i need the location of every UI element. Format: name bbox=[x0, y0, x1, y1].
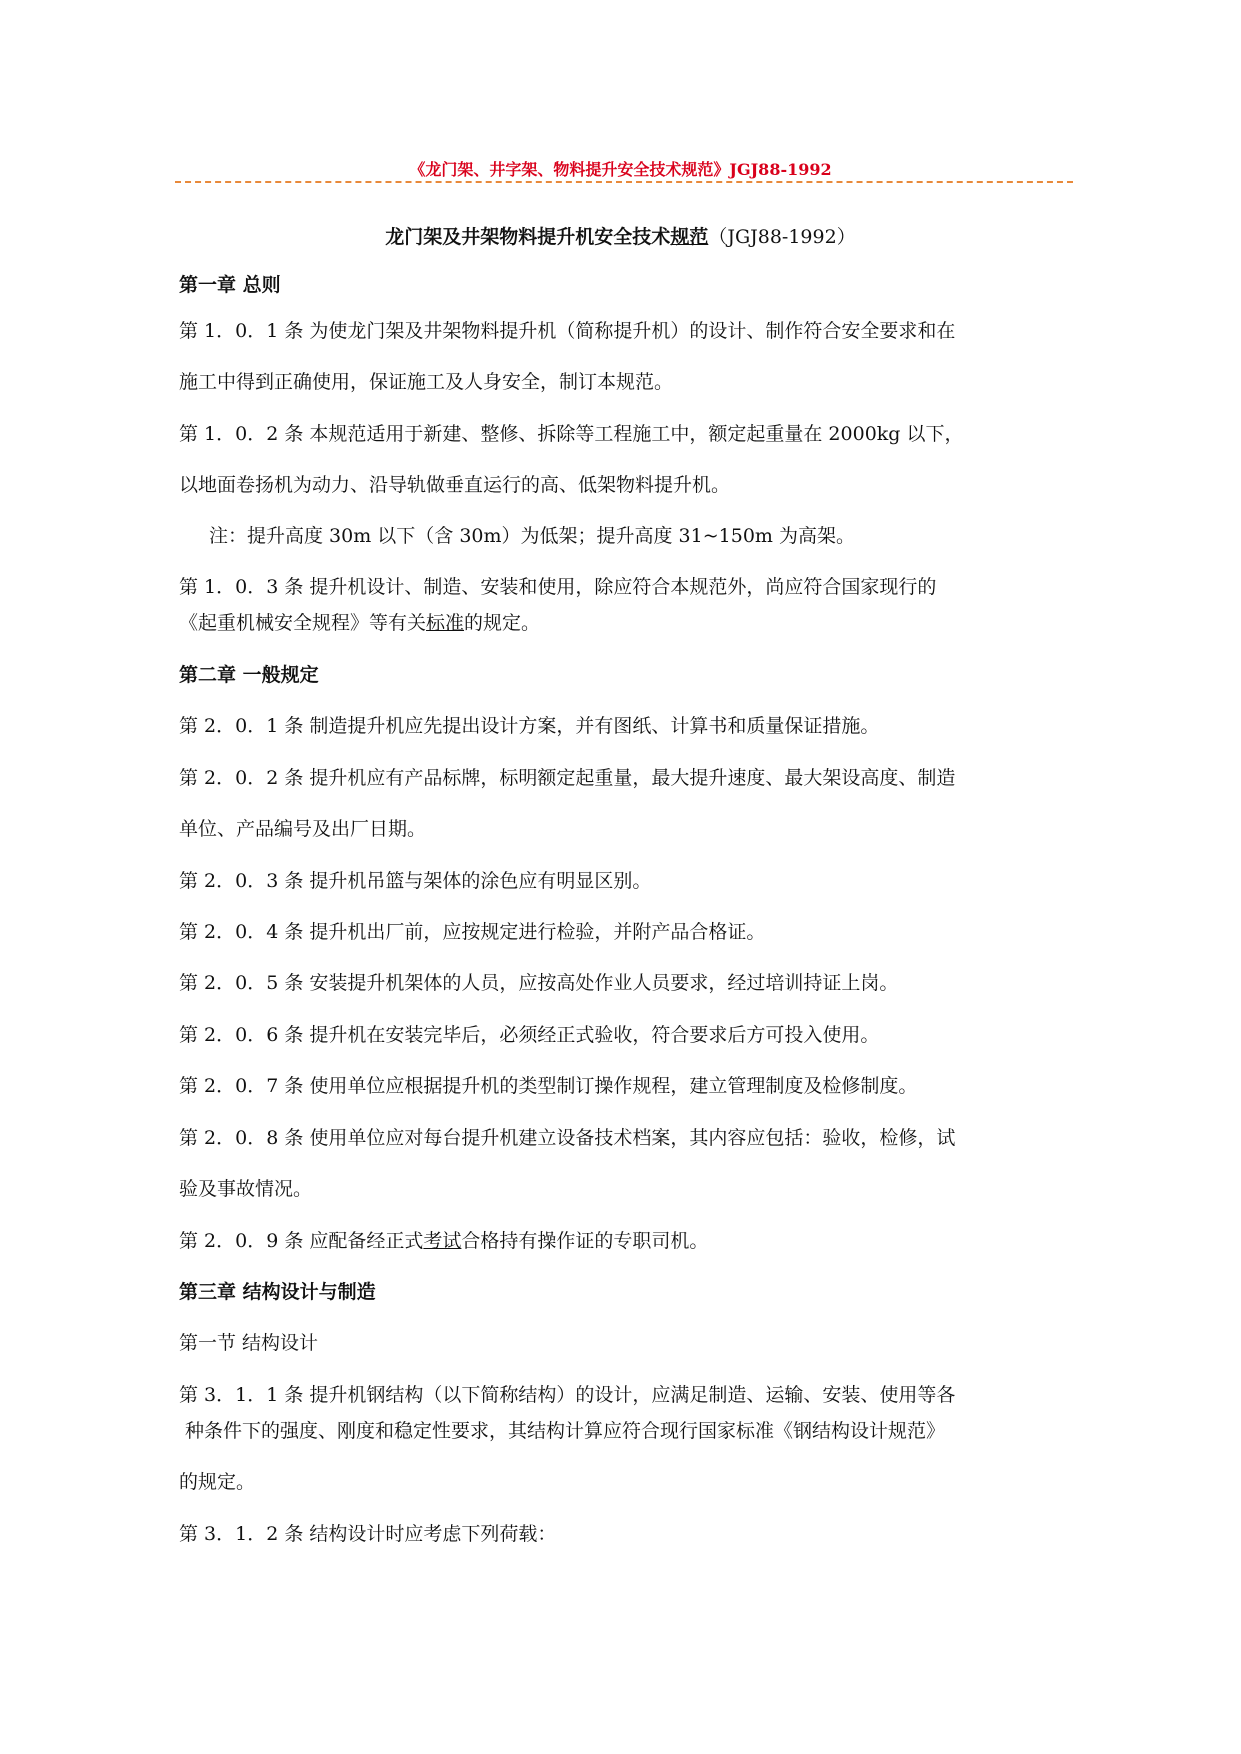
article-line bbox=[179, 1226, 1079, 1256]
document-title-main: 龙门架及井架物料提升机安全技术 bbox=[385, 226, 671, 248]
article-text: 合格持有操作证的专职司机。 bbox=[461, 1230, 709, 1252]
article-line: 第 2．0．2 条 提升机应有产品标牌，标明额定起重量，最大提升速度、最大架设高度、制造 bbox=[179, 767, 956, 789]
article-line: 验及事故情况。 bbox=[179, 1178, 313, 1200]
article-line: 第 2．0．4 条 提升机出厂前，应按规定进行检验，并附产品合格证。 bbox=[179, 921, 766, 943]
article-line: 第 2．0．8 条 使用单位应对每台提升机建立设备技术档案，其内容应包括：验收，检修，试 bbox=[179, 1127, 956, 1149]
article-line: 以地面卷扬机为动力、沿导轨做垂直运行的高、低架物料提升机。 bbox=[179, 474, 731, 496]
article-line: 单位、产品编号及出厂日期。 bbox=[179, 818, 427, 840]
article-line: 第 3．1．1 条 提升机钢结构（以下简称结构）的设计，应满足制造、运输、安装、使用等各 bbox=[179, 1384, 956, 1406]
article-line: 第 2．0．7 条 使用单位应根据提升机的类型制订操作规程，建立管理制度及检修制度。 bbox=[179, 1075, 918, 1097]
article-text: 《起重机械安全规程》等有关 bbox=[179, 612, 427, 634]
article-line: 第 2．0．3 条 提升机吊篮与架体的涂色应有明显区别。 bbox=[179, 870, 652, 892]
article-line: 第 2．0．6 条 提升机在安装完毕后，必须经正式验收，符合要求后方可投入使用。 bbox=[179, 1024, 880, 1046]
article-line: 种条件下的强度、刚度和稳定性要求，其结构计算应符合现行国家标准《钢结构设计规范》 bbox=[185, 1420, 946, 1442]
section-heading: 第一节 结构设计 bbox=[179, 1332, 319, 1354]
article-line: 第 1．0．2 条 本规范适用于新建、整修、拆除等工程施工中，额定起重量在 2000kg 以下， bbox=[179, 423, 964, 445]
document-title-underlined: 规范 bbox=[670, 226, 709, 248]
article-line: 第 1．0．3 条 提升机设计、制造、安装和使用，除应符合本规范外，尚应符合国家现行的 bbox=[179, 576, 937, 598]
article-line: 第 2．0．5 条 安装提升机架体的人员，应按高处作业人员要求，经过培训持证上岗。 bbox=[179, 972, 899, 994]
chapter-heading: 第一章 总则 bbox=[179, 274, 281, 296]
note-line: 注：提升高度 30m 以下（含 30m）为低架；提升高度 31~150m 为高架。 bbox=[209, 525, 855, 547]
underlined-text: 标准 bbox=[426, 612, 465, 634]
document-title-code: （JGJ88-1992） bbox=[708, 226, 856, 248]
article-text: 第 2．0．9 条 应配备经正式 bbox=[179, 1230, 424, 1252]
article-line: 第 1．0．1 条 为使龙门架及井架物料提升机（简称提升机）的设计、制作符合安全要求和在 bbox=[179, 320, 956, 342]
article-line: 第 2．0．1 条 制造提升机应先提出设计方案，并有图纸、计算书和质量保证措施。 bbox=[179, 715, 880, 737]
header-divider bbox=[175, 181, 1073, 183]
article-text: 的规定。 bbox=[464, 612, 541, 634]
page-header-title: 《龙门架、井字架、物料提升安全技术规范》JGJ88-1992 bbox=[409, 160, 832, 179]
article-line: 第 3．1．2 条 结构设计时应考虑下列荷载： bbox=[179, 1523, 557, 1545]
article-line: 的规定。 bbox=[179, 1471, 256, 1493]
chapter-heading: 第三章 结构设计与制造 bbox=[179, 1281, 376, 1303]
underlined-text: 考试 bbox=[423, 1230, 462, 1252]
article-line: 施工中得到正确使用，保证施工及人身安全，制订本规范。 bbox=[179, 371, 674, 393]
chapter-heading: 第二章 一般规定 bbox=[179, 664, 319, 686]
document-title bbox=[0, 222, 1241, 252]
article-line bbox=[179, 608, 1079, 638]
